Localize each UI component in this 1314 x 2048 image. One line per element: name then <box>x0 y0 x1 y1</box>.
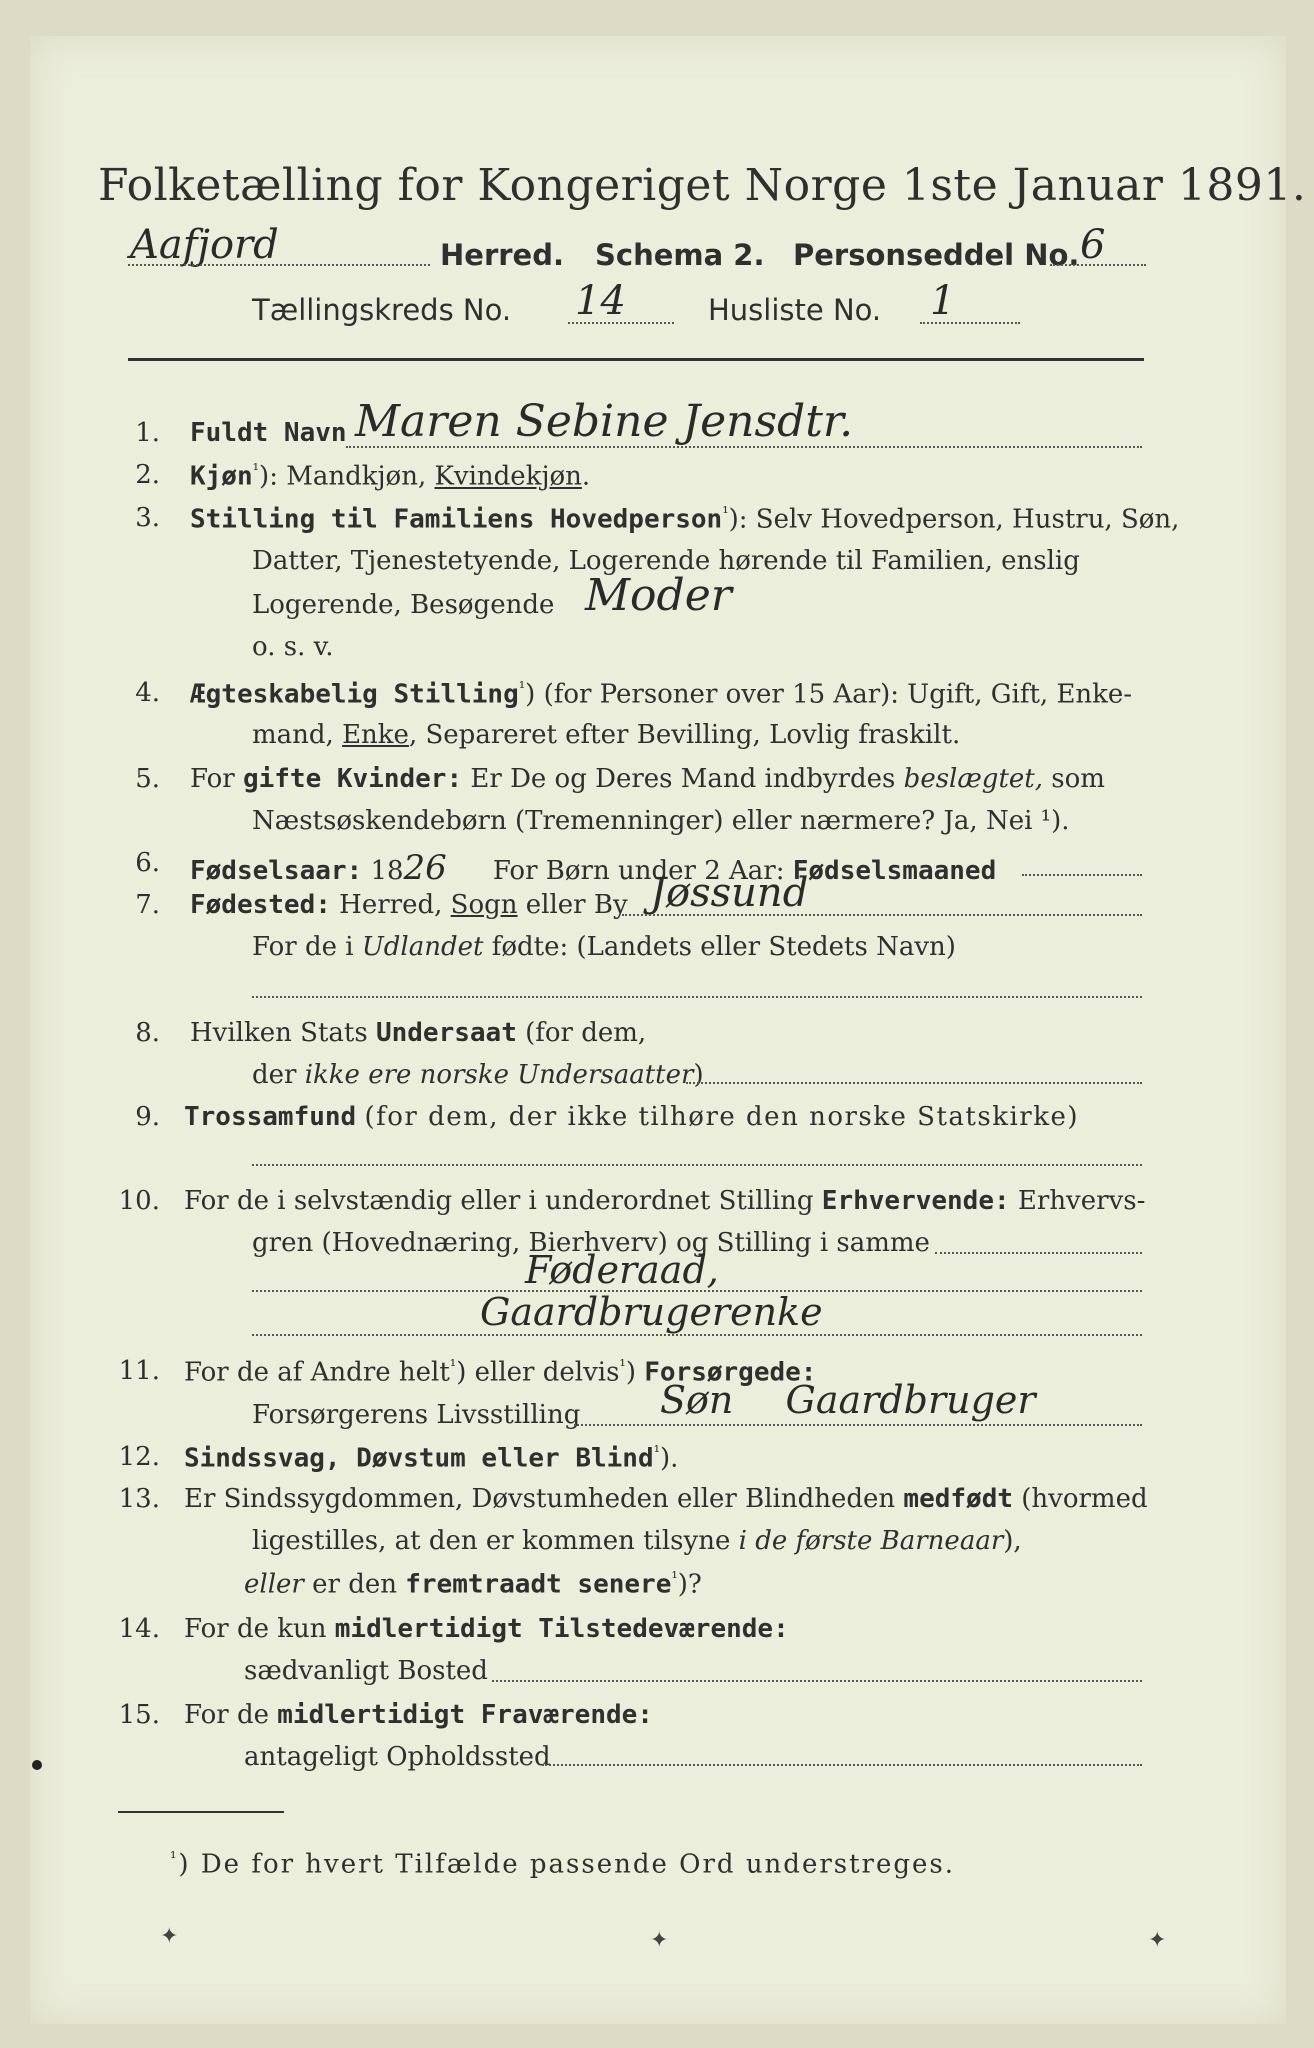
q7-italic: Udlandet <box>361 932 484 962</box>
q1-dotted-line <box>346 446 1142 448</box>
q4-sup: ¹ <box>518 678 526 697</box>
q14-number: 14. <box>118 1614 160 1644</box>
q14-label: midlertidigt Tilstedeværende: <box>334 1614 789 1644</box>
header-rule <box>128 358 1144 361</box>
q3-number: 3. <box>135 503 160 533</box>
q8-label: Undersaat <box>375 1018 517 1048</box>
herred-dotted-line <box>128 264 430 266</box>
q13-sup: ¹ <box>671 1568 678 1587</box>
q10-occupation-handwritten-2: Gaardbrugerenke <box>480 1290 823 1334</box>
q8-text1a: Hvilken Stats <box>190 1018 368 1048</box>
q12-sup: ¹ <box>653 1442 661 1461</box>
q2-number: 2. <box>135 460 160 490</box>
q7-text2b: fødte: (Landets eller Stedets Navn) <box>491 932 956 962</box>
q5-text1b: Er De og Deres Mand indbyrdes <box>470 764 896 794</box>
q13-text1b: (hvormed <box>1021 1484 1148 1514</box>
q10-occupation-handwritten-1: Føderaad, <box>525 1248 719 1292</box>
q7-place-handwritten: Jøssund <box>650 870 809 916</box>
q9-line <box>184 1102 1079 1132</box>
q7-text2a: For de i <box>252 932 354 962</box>
q6-year-handwritten: 26 <box>403 848 447 888</box>
q6-print: 18 <box>370 856 404 886</box>
herred-label: Herred. <box>440 238 564 272</box>
q6-label: Fødselsaar: <box>190 856 363 886</box>
q3-relation-handwritten: Moder <box>585 570 732 621</box>
q8-number: 8. <box>135 1018 160 1048</box>
kreds-handwritten: 14 <box>575 278 626 324</box>
q10-line2: gren (Hovednæring, Bierhverv) og Stilling i samme <box>252 1228 930 1258</box>
q13-italic2: eller <box>244 1569 304 1600</box>
q13-label: medfødt <box>903 1484 1013 1514</box>
q13-line3 <box>244 1568 702 1600</box>
personseddel-dotted-line <box>1050 264 1146 266</box>
personseddel-handwritten: 6 <box>1080 222 1106 268</box>
q10-text1b: Erhvervs- <box>1017 1186 1146 1216</box>
q5-number: 5. <box>135 764 160 794</box>
q4-line1 <box>190 678 1132 710</box>
q3-line1 <box>190 503 1179 535</box>
q3-line3: Logerende, Besøgende <box>252 590 555 620</box>
q3-sup: ¹ <box>722 503 729 522</box>
q1-number: 1. <box>135 418 160 448</box>
q11-dotted-line <box>574 1424 1142 1426</box>
q6-number: 6. <box>135 848 160 878</box>
q12-number: 12. <box>118 1442 160 1472</box>
q13-text3a: er den <box>312 1569 397 1600</box>
q5-text1a: For <box>190 764 235 794</box>
q3-line2: Datter, Tjenestetyende, Logerende hørende til Familien, enslig <box>252 546 1080 576</box>
q14-dotted-line <box>492 1680 1142 1682</box>
q2-end: . <box>581 461 591 492</box>
kreds-dotted-line <box>568 322 674 324</box>
q11-text1c: ) <box>625 1357 636 1388</box>
form-title: Folketælling for Kongeriget Norge 1ste Januar 1891. <box>98 160 1307 211</box>
q4-text2a: mand, <box>252 720 334 750</box>
q15-dotted-line <box>542 1764 1142 1766</box>
kreds-label: Tællingskreds No. <box>252 293 512 327</box>
q6-label2: Fødselsmaaned <box>792 856 997 886</box>
q7-label: Fødested: <box>190 890 331 920</box>
q10-dotted-line-1 <box>935 1252 1142 1254</box>
q11-label: Forsørgede: <box>644 1357 817 1388</box>
q7-number: 7. <box>135 890 160 920</box>
corner-mark-left: ✦ <box>160 1924 179 1949</box>
q10-number: 10. <box>118 1186 160 1216</box>
q13-line2 <box>252 1526 1022 1556</box>
q8-dotted-line <box>686 1082 1142 1084</box>
q14-text1a: For de kun <box>184 1614 327 1644</box>
q8-line1 <box>190 1018 646 1048</box>
q8-text2a: der <box>252 1060 297 1090</box>
q15-label: midlertidigt Fraværende: <box>277 1700 653 1730</box>
q11-provider-handwritten: Søn Gaardbruger <box>660 1378 1036 1422</box>
q2-text: ): Mandkjøn, <box>259 461 427 492</box>
q6-dotted-line <box>1022 874 1142 876</box>
q13-text3b: )? <box>677 1569 702 1600</box>
q6-line <box>190 848 996 888</box>
q5-label: gifte Kvinder: <box>242 764 463 794</box>
q2-line <box>190 460 590 492</box>
q10-label: Erhvervende: <box>821 1186 1010 1216</box>
q11-line2: Forsørgerens Livsstilling <box>252 1400 581 1430</box>
corner-mark-right: ✦ <box>1148 1928 1167 1953</box>
q7-option-underlined: Sogn <box>450 890 518 920</box>
q3-line4: o. s. v. <box>252 632 334 662</box>
footnote-text: ) De for hvert Tilfælde passende Ord understreges. <box>178 1849 956 1880</box>
margin-dot <box>32 1760 42 1770</box>
q11-sup2: ¹ <box>619 1356 626 1375</box>
q1-name-handwritten: Maren Sebine Jensdtr. <box>355 396 854 447</box>
husliste-dotted-line <box>920 322 1020 324</box>
q10-text1a: For de i selvstændig eller i underordnet Stilling <box>184 1186 814 1216</box>
q12-end: ). <box>660 1443 679 1474</box>
q4-text2b: , Separeret efter Bevilling, Lovlig fraskilt. <box>408 720 961 750</box>
q2-label: Kjøn <box>190 461 253 492</box>
q11-text1a: For de af Andre helt <box>184 1357 450 1388</box>
q5-text1c: som <box>1051 764 1105 794</box>
q15-line2: antageligt Opholdssted <box>244 1742 551 1772</box>
q8-text2b: ) <box>693 1060 704 1090</box>
q13-text2a: ligestilles, at den er kommen tilsyne <box>252 1526 731 1556</box>
q6-text: For Børn under 2 Aar: <box>492 856 785 886</box>
footnote <box>170 1848 955 1880</box>
q4-option-underlined: Enke <box>342 720 409 750</box>
q12-label: Sindssvag, Døvstum eller Blind <box>184 1443 654 1474</box>
q9-label: Trossamfund <box>184 1102 357 1132</box>
q7-text1: Herred, <box>339 890 443 920</box>
q15-number: 15. <box>118 1700 160 1730</box>
q7-line2 <box>252 932 956 962</box>
q4-number: 4. <box>135 678 160 708</box>
q8-italic: ikke ere norske Undersaatter <box>304 1060 694 1090</box>
q4-text1: ) (for Personer over 15 Aar): Ugift, Gift, Enke- <box>525 679 1133 710</box>
q10-dotted-line-3 <box>252 1334 1142 1336</box>
q15-line1 <box>184 1700 653 1730</box>
q12-line <box>184 1442 678 1474</box>
husliste-handwritten: 1 <box>930 278 956 324</box>
q8-line2 <box>252 1060 704 1090</box>
q2-sup: ¹ <box>252 460 260 479</box>
q9-dotted-line <box>252 1164 1142 1166</box>
q13-text1a: Er Sindssygdommen, Døvstumheden eller Blindheden <box>184 1484 896 1514</box>
q3-label: Stilling til Familiens Hovedperson <box>190 504 723 535</box>
q4-line2 <box>252 720 960 750</box>
q7-line1 <box>190 890 628 920</box>
q3-text1: ): Selv Hovedperson, Hustru, Søn, <box>728 504 1180 535</box>
q9-text: (for dem, der ikke tilhøre den norske Statskirke) <box>364 1102 1079 1132</box>
q13-number: 13. <box>118 1484 160 1514</box>
q5-italic: beslægtet, <box>903 764 1043 794</box>
q13-label2: fremtraadt senere <box>405 1569 672 1600</box>
q13-text2b: ), <box>1003 1526 1022 1556</box>
q11-number: 11. <box>118 1356 160 1386</box>
q7-dotted-line <box>622 914 1142 916</box>
q5-line2: Næstsøskendebørn (Tremenninger) eller nærmere? Ja, Nei ¹). <box>252 806 1070 836</box>
q10-line1 <box>184 1186 1145 1216</box>
q1-label: Fuldt Navn <box>190 418 347 448</box>
q13-line1 <box>184 1484 1148 1514</box>
husliste-label: Husliste No. <box>708 293 882 327</box>
q9-number: 9. <box>135 1102 160 1132</box>
herred-handwritten: Aafjord <box>130 222 279 268</box>
q14-line1 <box>184 1614 789 1644</box>
q7-dotted-line-2 <box>252 996 1142 998</box>
q7-text1b: eller By <box>525 890 628 920</box>
q15-text1a: For de <box>184 1700 269 1730</box>
q11-sup1: ¹ <box>449 1356 457 1375</box>
footnote-rule <box>118 1811 284 1813</box>
q5-line1 <box>190 764 1105 794</box>
q8-text1b: (for dem, <box>525 1018 647 1048</box>
personseddel-label: Personseddel No. <box>793 238 1080 272</box>
center-mark: ✦ <box>650 1928 669 1953</box>
footnote-sup: ¹ <box>170 1848 179 1867</box>
q4-label: Ægteskabelig Stilling <box>190 679 519 710</box>
q13-italic: i de første Barneaar <box>738 1526 1004 1556</box>
q14-line2: sædvanligt Bosted <box>244 1656 488 1686</box>
q2-option-underlined: Kvindekjøn <box>434 461 582 492</box>
schema-label: Schema 2. <box>595 238 765 272</box>
q11-text1b: ) eller delvis <box>456 1357 620 1388</box>
